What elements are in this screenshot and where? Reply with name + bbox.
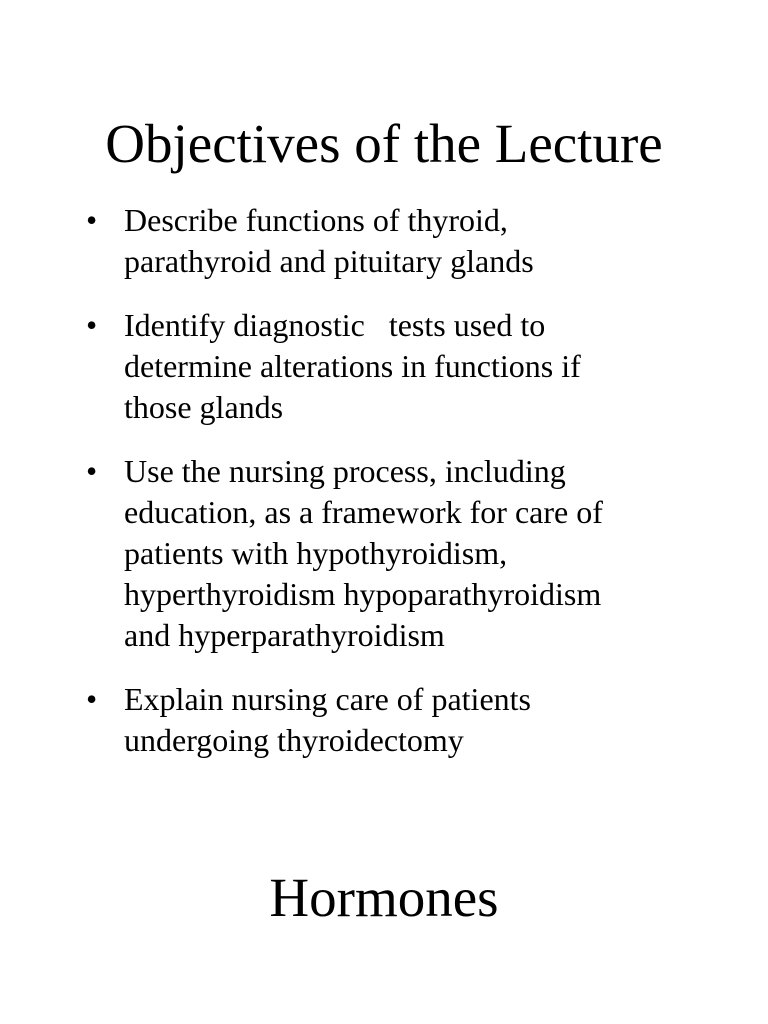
bullet-icon: • [86,202,98,238]
page-title: Objectives of the Lecture [105,113,663,174]
section-title: Hormones [269,867,499,928]
list-item-text: Identify diagnostic tests used to determine alterations in functions if those glands [124,307,581,425]
bullet-icon: • [86,453,98,489]
objectives-list [86,200,746,784]
list-item [86,305,746,428]
bullet-icon: • [86,307,98,343]
list-item [86,200,746,282]
list-item [86,679,746,761]
list-item [86,451,746,656]
list-item-text: Explain nursing care of patients undergoing thyroidectomy [124,681,531,758]
bullet-icon: • [86,681,98,717]
list-item-text: Describe functions of thyroid, parathyroid and pituitary glands [124,202,534,279]
list-item-text: Use the nursing process, including education, as a framework for care of patients with hypothyroidism, hyperthyroidism hypoparathyroidism and hyperparathyroidism [124,453,603,653]
